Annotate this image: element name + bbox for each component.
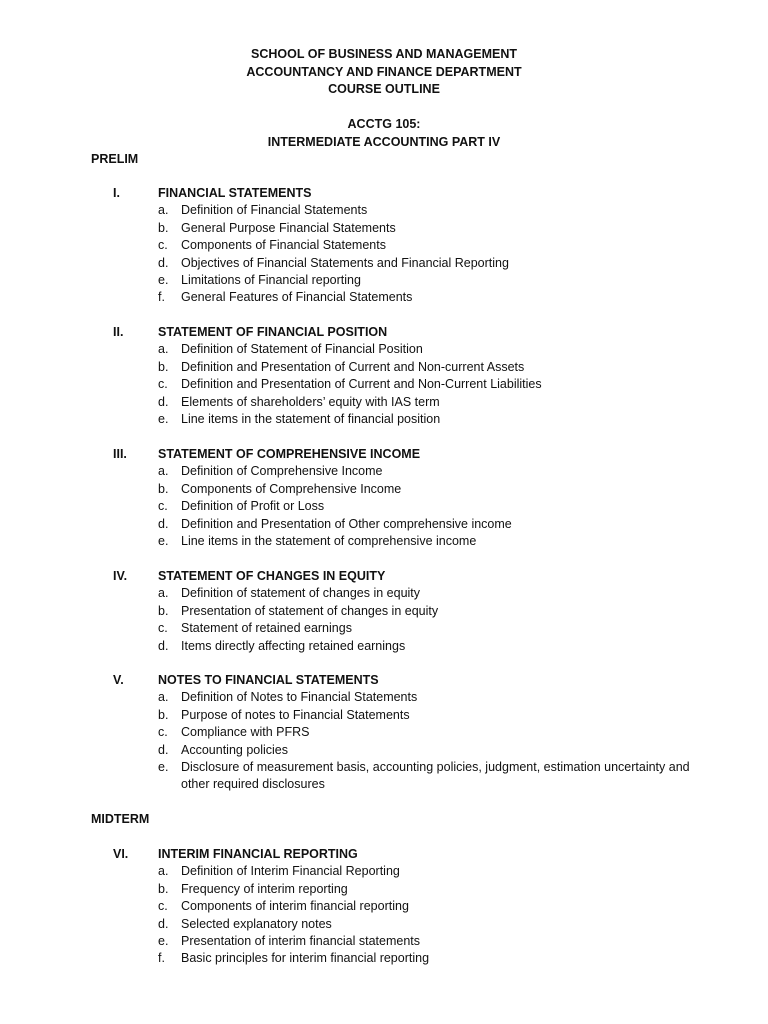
item-letter: a.: [158, 342, 169, 357]
outline-section: [0, 324, 768, 428]
list-item: [0, 376, 768, 393]
item-letter: d.: [158, 255, 169, 270]
item-text: Definition and Presentation of Other comprehensive income: [181, 516, 512, 531]
list-item: [0, 220, 768, 237]
list-item: [0, 359, 768, 376]
section-title: STATEMENT OF FINANCIAL POSITION: [158, 325, 388, 339]
list-item: [0, 638, 768, 655]
item-letter: c.: [158, 899, 168, 914]
item-letter: f.: [158, 290, 165, 305]
section-title: INTERIM FINANCIAL REPORTING: [158, 847, 358, 861]
list-item: [0, 620, 768, 637]
list-item: [0, 463, 768, 480]
section-title: STATEMENT OF CHANGES IN EQUITY: [158, 569, 386, 583]
item-letter: c.: [158, 621, 168, 636]
list-item: [0, 516, 768, 533]
list-item: [0, 863, 768, 880]
item-letter: a.: [158, 203, 169, 218]
list-item: [0, 603, 768, 620]
item-letter: d.: [158, 394, 169, 409]
item-letter: e.: [158, 411, 169, 426]
list-item: [0, 689, 768, 706]
item-text: General Purpose Financial Statements: [181, 220, 396, 235]
item-text: Selected explanatory notes: [181, 916, 332, 931]
item-letter: e.: [158, 533, 169, 548]
item-letter: d.: [158, 916, 169, 931]
list-item: [0, 341, 768, 358]
outline-section: [0, 185, 768, 307]
item-letter: c.: [158, 377, 168, 392]
document-header: [0, 46, 768, 99]
section-numeral: VI.: [113, 847, 129, 861]
item-text: Definition of Interim Financial Reporting: [181, 864, 400, 879]
section-heading: [0, 672, 768, 689]
item-text: Disclosure of measurement basis, accounting policies, judgment, estimation uncertainty and other required disclosures: [181, 759, 690, 792]
section-title: FINANCIAL STATEMENTS: [158, 186, 312, 200]
item-text: Definition of Notes to Financial Statements: [181, 690, 418, 705]
school-name: SCHOOL OF BUSINESS AND MANAGEMENT: [251, 47, 517, 61]
item-letter: a.: [158, 690, 169, 705]
list-item: [0, 255, 768, 272]
section-numeral: IV.: [113, 569, 128, 583]
outline-section: [0, 446, 768, 550]
item-letter: d.: [158, 516, 169, 531]
list-item: [0, 933, 768, 950]
item-text: Items directly affecting retained earnings: [181, 638, 406, 653]
item-letter: e.: [158, 933, 169, 948]
item-text: Basic principles for interim financial reporting: [181, 951, 430, 966]
list-item: [0, 759, 768, 794]
document-type: COURSE OUTLINE: [328, 82, 440, 96]
item-text: Compliance with PFRS: [181, 725, 310, 740]
item-letter: c.: [158, 499, 168, 514]
item-text: Accounting policies: [181, 742, 289, 757]
item-letter: a.: [158, 464, 169, 479]
section-title: NOTES TO FINANCIAL STATEMENTS: [158, 673, 379, 687]
list-item: [0, 724, 768, 741]
list-item: [0, 272, 768, 289]
item-text: Definition and Presentation of Current and Non-Current Liabilities: [181, 377, 542, 392]
list-item: [0, 498, 768, 515]
item-text: Line items in the statement of financial position: [181, 411, 441, 426]
item-letter: d.: [158, 638, 169, 653]
item-text: Components of interim financial reporting: [181, 899, 409, 914]
item-text: Definition of Financial Statements: [181, 203, 368, 218]
item-text: Definition of Comprehensive Income: [181, 464, 383, 479]
list-item: [0, 950, 768, 967]
term-label-midterm: MIDTERM: [91, 812, 150, 826]
item-text: Presentation of statement of changes in equity: [181, 603, 439, 618]
item-letter: a.: [158, 586, 169, 601]
item-letter: b.: [158, 881, 169, 896]
list-item: [0, 289, 768, 306]
outline-section: [0, 672, 768, 794]
section-heading: [0, 324, 768, 341]
item-letter: b.: [158, 707, 169, 722]
item-text: General Features of Financial Statements: [181, 290, 413, 305]
department-name: ACCOUNTANCY AND FINANCE DEPARTMENT: [246, 64, 522, 79]
course-code: ACCTG 105:: [347, 117, 421, 131]
item-text: Definition of Statement of Financial Position: [181, 342, 423, 357]
outline-section: [0, 568, 768, 655]
list-item: [0, 898, 768, 915]
section-numeral: II.: [113, 325, 124, 339]
section-title: STATEMENT OF COMPREHENSIVE INCOME: [158, 447, 421, 461]
item-text: Purpose of notes to Financial Statements: [181, 707, 410, 722]
item-letter: c.: [158, 725, 168, 740]
item-text: Limitations of Financial reporting: [181, 272, 361, 287]
list-item: [0, 237, 768, 254]
item-text: Definition of Profit or Loss: [181, 499, 325, 514]
item-letter: a.: [158, 864, 169, 879]
item-letter: f.: [158, 951, 165, 966]
list-item: [0, 916, 768, 933]
list-item: [0, 881, 768, 898]
list-item: [0, 585, 768, 602]
item-text: Objectives of Financial Statements and Financial Reporting: [181, 255, 509, 270]
list-item: [0, 394, 768, 411]
list-item: [0, 481, 768, 498]
list-item: [0, 742, 768, 759]
item-text: Statement of retained earnings: [181, 621, 352, 636]
item-text: Definition and Presentation of Current and Non-current Assets: [181, 359, 525, 374]
item-letter: b.: [158, 220, 169, 235]
item-letter: b.: [158, 481, 169, 496]
item-text: Elements of shareholders’ equity with IAS term: [181, 394, 440, 409]
list-item: [0, 202, 768, 219]
term-label-prelim: PRELIM: [91, 152, 139, 166]
item-letter: e.: [158, 272, 169, 287]
item-text: Components of Comprehensive Income: [181, 481, 402, 496]
course-header: [0, 116, 768, 151]
item-text: Line items in the statement of comprehensive income: [181, 533, 477, 548]
section-numeral: I.: [113, 186, 120, 200]
outline-section: [0, 846, 768, 968]
item-letter: b.: [158, 603, 169, 618]
list-item: [0, 707, 768, 724]
item-letter: d.: [158, 742, 169, 757]
item-text: Frequency of interim reporting: [181, 881, 348, 896]
section-numeral: V.: [113, 673, 124, 687]
item-text: Components of Financial Statements: [181, 238, 386, 253]
item-letter: e.: [158, 759, 169, 774]
section-heading: [0, 446, 768, 463]
section-numeral: III.: [113, 447, 127, 461]
item-letter: b.: [158, 359, 169, 374]
list-item: [0, 411, 768, 428]
section-heading: [0, 185, 768, 202]
item-letter: c.: [158, 238, 168, 253]
section-heading: [0, 846, 768, 863]
item-text: Presentation of interim financial statements: [181, 933, 421, 948]
item-text: Definition of statement of changes in equity: [181, 586, 421, 601]
list-item: [0, 533, 768, 550]
section-heading: [0, 568, 768, 585]
course-title: INTERMEDIATE ACCOUNTING PART IV: [267, 134, 501, 149]
